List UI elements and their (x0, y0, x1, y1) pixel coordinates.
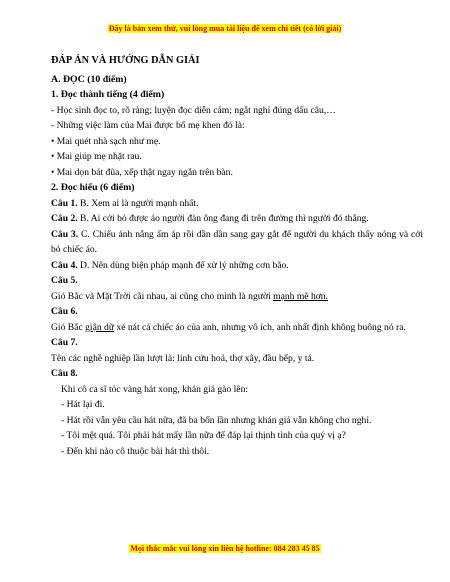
section-a-heading: A. ĐỌC (10 điểm) (51, 73, 127, 85)
question-6-label: Câu 6. (51, 306, 78, 317)
question-7-label: Câu 7. (51, 337, 78, 348)
question-3-text: C. Chiếu ánh nắng ấm áp rồi dần dần sang gay gắt để người du khách thấy nóng và cởi bỏ chiếc áo. (51, 228, 424, 255)
question-4-label: Câu 4. (51, 259, 78, 271)
question-6-text: Gió Bắc (51, 321, 86, 333)
question-5-text: Gió Bắc và Mặt Trời cãi nhau, ai cũng cho mình là người (51, 290, 274, 302)
hotline-banner (0, 544, 450, 553)
part1-bullet: • Mai giúp mẹ nhặt rau. (51, 151, 142, 162)
question-2-text: B. Ai cởi bỏ được áo người đàn ông đang đi trên đường thì người đó thắng. (77, 213, 369, 224)
question-4-answer (51, 258, 423, 274)
question-5-answer (51, 289, 423, 305)
question-2-label: Câu 2. (51, 213, 78, 224)
part1-bullet: • Mai quét nhà sạch như mẹ. (51, 135, 161, 147)
question-4-text: D. Nên dùng biện pháp mạnh để xử lý những cơn bão. (77, 259, 289, 271)
question-6-underlined: giận dữ (85, 321, 115, 333)
question-3-label: Câu 3. (51, 228, 79, 240)
preview-notice-banner (0, 24, 450, 33)
part1-heading: 1. Đọc thành tiếng (4 điểm) (51, 89, 165, 100)
question-1-answer (51, 196, 423, 212)
part1-line: - Học sinh đọc to, rõ ràng; luyện đọc diễn cảm; ngắt nghỉ đúng dấu câu,… (51, 104, 336, 116)
document-title: ĐÁP ÁN VÀ HƯỚNG DẪN GIẢI (51, 55, 200, 66)
question-8-line: - Đến khi nào cô thuộc bài hát thì thôi. (61, 445, 210, 457)
part1-bullet: • Mai dọn bát đũa, xếp thật ngay ngắn trên bàn. (51, 166, 233, 178)
question-8-line: Khi cô ca sĩ tóc vàng hát xong, khán giả gào lên: (61, 383, 249, 395)
question-5-label: Câu 5. (51, 275, 78, 286)
hotline-text: Mọi thắc mắc vui lòng xin liên hệ hotline: 084 283 45 85 (130, 544, 320, 553)
question-6-text-end: xé nát cả chiếc áo của anh, nhưng vô ích, anh nhất định không buông nó ra. (114, 321, 406, 333)
part2-heading: 2. Đọc hiểu (6 điểm) (51, 182, 135, 193)
part1-line: - Những việc làm của Mai được bố mẹ khen đó là: (51, 120, 245, 131)
question-1-label: Câu 1. (51, 197, 78, 209)
question-8-label: Câu 8. (51, 368, 78, 379)
question-8-line: - Hát lại đi. (61, 399, 105, 410)
question-1-text: B. Xem ai là người mạnh nhất. (77, 197, 199, 209)
question-3-answer (51, 227, 423, 258)
question-8-line: - Tôi mệt quá. Tôi phải hát mấy lần nữa để đáp lại thịnh tình của quý vị ạ? (61, 430, 346, 441)
answer-key-document (51, 53, 423, 459)
question-8-line: - Hát rồi vẫn yêu cầu hát nữa, đã ba bốn lần nhưng khán giả vẫn không cho nghỉ. (61, 414, 372, 426)
question-7-answer: Tên các nghề nghiệp lần lượt là: lính cứu hoả, thợ xây, đầu bếp, y tá. (51, 352, 315, 364)
question-2-answer (51, 211, 423, 227)
question-6-answer (51, 320, 423, 336)
preview-notice-text: Đây là bản xem thử, vui lòng mua tài liệu để xem chi tiết (có lời giải) (108, 24, 342, 33)
question-5-underlined: mạnh mẽ hơn. (273, 290, 329, 302)
